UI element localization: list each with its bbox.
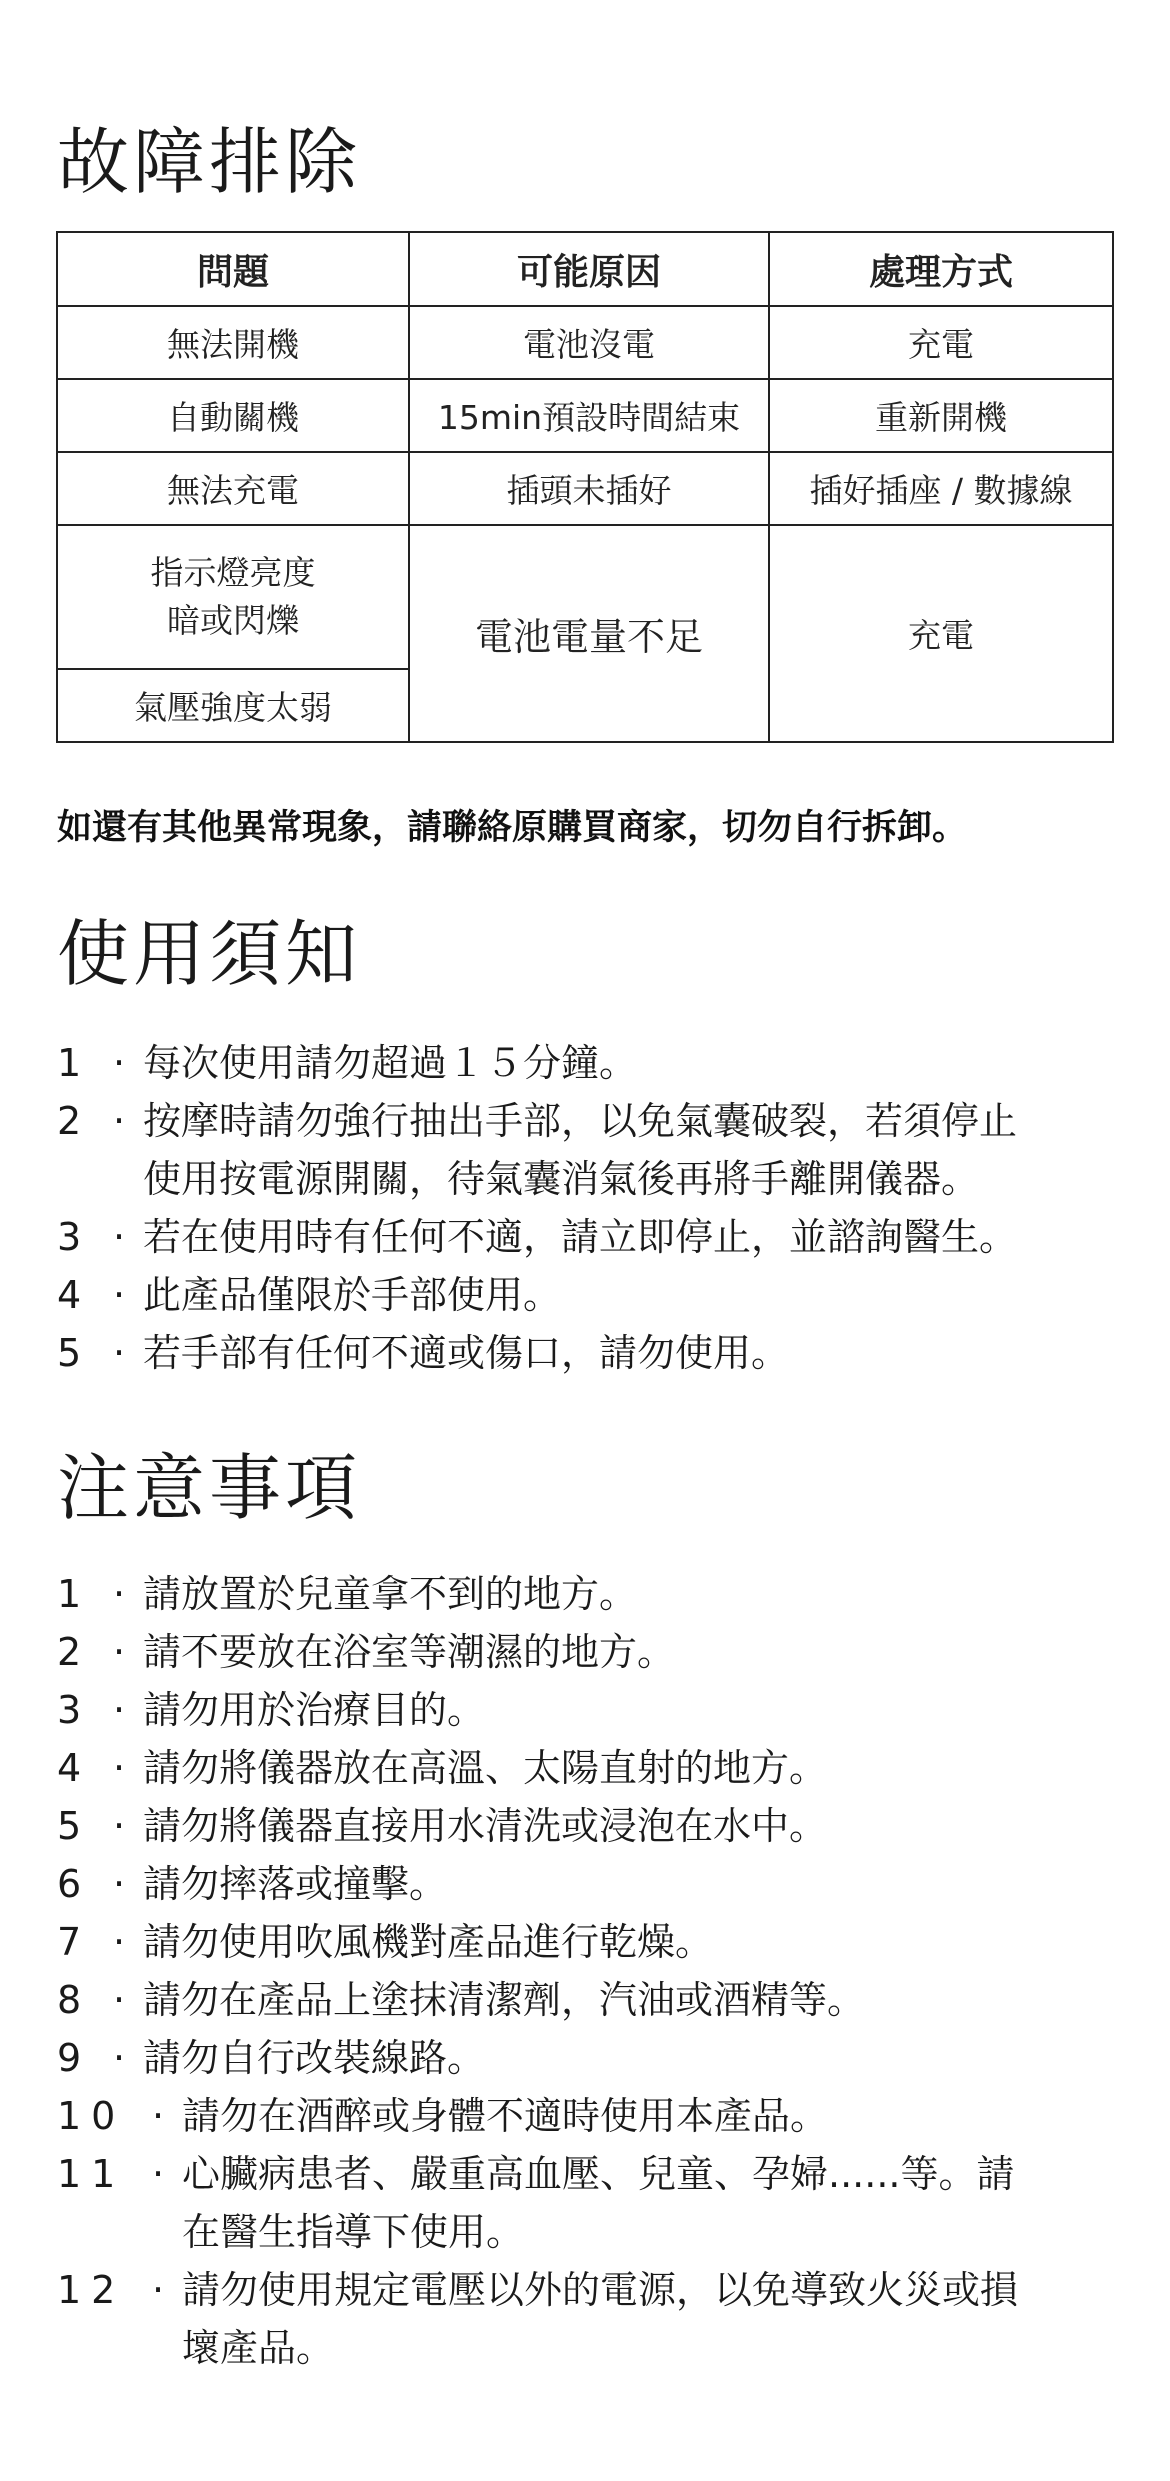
- cell-cause: 插頭未插好: [409, 452, 769, 525]
- cautions-title: 注意事項: [57, 1446, 362, 1530]
- list-item: 5 · 若手部有任何不適或傷口，請勿使用。: [57, 1324, 1017, 1382]
- item-number: 5: [57, 1331, 92, 1375]
- item-number: 8: [57, 1978, 92, 2022]
- cell-solution: 重新開機: [769, 379, 1113, 452]
- cell-problem: [57, 525, 409, 669]
- item-number: 1: [57, 1041, 92, 1085]
- item-text: 若在使用時有任何不適，請立即停止，並諮詢醫生。: [143, 1215, 1018, 1259]
- item-text: 請勿用於治療目的。: [143, 1688, 486, 1732]
- cell-problem: 無法開機: [57, 306, 409, 379]
- item-text: 此產品僅限於手部使用。: [143, 1273, 562, 1317]
- troubleshooting-table: [56, 231, 1114, 743]
- list-item: 11 · 心臟病患者、嚴重高血壓、兒童、孕婦......等。請 在醫生指導下使用。: [57, 2145, 1018, 2261]
- item-text-continued: 壞產品。: [182, 2326, 335, 2370]
- list-item: 3 · 若在使用時有任何不適，請立即停止，並諮詢醫生。: [57, 1208, 1017, 1266]
- table-row: [57, 525, 1113, 669]
- list-item: 7 · 請勿使用吹風機對產品進行乾燥。: [57, 1913, 1018, 1971]
- item-text: 請勿使用吹風機對產品進行乾燥。: [143, 1920, 714, 1964]
- item-text: 請勿使用規定電壓以外的電源，以免導致火災或損: [182, 2268, 1019, 2312]
- list-item: 8 · 請勿在產品上塗抹清潔劑，汽油或酒精等。: [57, 1971, 1018, 2029]
- item-number: 12: [57, 2268, 126, 2312]
- item-text-continued: 使用按電源開關，待氣囊消氣後再將手離開儀器。: [143, 1157, 980, 1201]
- list-item: 9 · 請勿自行改裝線路。: [57, 2029, 1018, 2087]
- item-number: 2: [57, 1630, 92, 1674]
- table-row: [57, 306, 1113, 379]
- item-text: 按摩時請勿強行抽出手部，以免氣囊破裂，若須停止: [143, 1099, 1018, 1143]
- cell-problem: 氣壓強度太弱: [57, 669, 409, 742]
- item-number: 11: [57, 2152, 126, 2196]
- cell-solution: 插好插座 / 數據線: [769, 452, 1113, 525]
- usage-list: [57, 1034, 1017, 1382]
- item-text: 請勿將儀器直接用水清洗或浸泡在水中。: [143, 1804, 828, 1848]
- item-number: 7: [57, 1920, 92, 1964]
- item-number: 6: [57, 1862, 92, 1906]
- item-number: 1: [57, 1572, 92, 1616]
- list-item: 4 · 此產品僅限於手部使用。: [57, 1266, 1017, 1324]
- item-number: 4: [57, 1273, 92, 1317]
- usage-title: 使用須知: [57, 912, 362, 996]
- list-item: 1 · 請放置於兒童拿不到的地方。: [57, 1565, 1018, 1623]
- item-text: 請勿自行改裝線路。: [143, 2036, 486, 2080]
- cell-problem: 自動關機: [57, 379, 409, 452]
- cell-cause: 15min預設時間結束: [409, 379, 769, 452]
- item-text-continued: 在醫生指導下使用。: [182, 2210, 525, 2254]
- list-item: 10 · 請勿在酒醉或身體不適時使用本產品。: [57, 2087, 1018, 2145]
- table-row: [57, 379, 1113, 452]
- item-number: 10: [57, 2094, 126, 2138]
- item-number: 9: [57, 2036, 92, 2080]
- cell-cause-merged: 電池電量不足: [409, 525, 769, 742]
- item-text: 請放置於兒童拿不到的地方。: [143, 1572, 638, 1616]
- troubleshooting-title: 故障排除: [57, 120, 362, 204]
- list-item: 5 · 請勿將儀器直接用水清洗或浸泡在水中。: [57, 1797, 1018, 1855]
- item-number: 3: [57, 1215, 92, 1259]
- header-solution: 處理方式: [769, 232, 1113, 306]
- cell-solution-merged: 充電: [769, 525, 1113, 742]
- list-item: 12 · 請勿使用規定電壓以外的電源，以免導致火災或損 壞產品。: [57, 2261, 1018, 2377]
- list-item: 3 · 請勿用於治療目的。: [57, 1681, 1018, 1739]
- list-item: 4 · 請勿將儀器放在高溫、太陽直射的地方。: [57, 1739, 1018, 1797]
- item-text: 每次使用請勿超過１５分鐘。: [143, 1041, 638, 1085]
- item-text: 請不要放在浴室等潮濕的地方。: [143, 1630, 676, 1674]
- cautions-list: [57, 1565, 1018, 2377]
- item-text: 請勿將儀器放在高溫、太陽直射的地方。: [143, 1746, 828, 1790]
- cell-problem-line1: 指示燈亮度: [150, 553, 316, 593]
- cell-problem-line2: 暗或閃爍: [167, 601, 299, 640]
- item-text: 心臟病患者、嚴重高血壓、兒童、孕婦......等。請: [182, 2152, 1015, 2196]
- header-problem: 問題: [57, 232, 409, 306]
- list-item: 2 · 請不要放在浴室等潮濕的地方。: [57, 1623, 1018, 1681]
- list-item: 2 · 按摩時請勿強行抽出手部，以免氣囊破裂，若須停止 使用按電源開關，待氣囊消氣後再將手離開儀器。: [57, 1092, 1017, 1208]
- table-row: [57, 452, 1113, 525]
- item-text: 請勿摔落或撞擊。: [143, 1862, 448, 1906]
- list-item: 1 · 每次使用請勿超過１５分鐘。: [57, 1034, 1017, 1092]
- item-number: 3: [57, 1688, 92, 1732]
- item-number: 2: [57, 1099, 92, 1143]
- cell-problem: 無法充電: [57, 452, 409, 525]
- item-text: 請勿在酒醉或身體不適時使用本產品。: [182, 2094, 829, 2138]
- item-number: 4: [57, 1746, 92, 1790]
- list-item: 6 · 請勿摔落或撞擊。: [57, 1855, 1018, 1913]
- item-number: 5: [57, 1804, 92, 1848]
- item-text: 若手部有任何不適或傷口，請勿使用。: [143, 1331, 790, 1375]
- item-text: 請勿在產品上塗抹清潔劑，汽油或酒精等。: [143, 1978, 866, 2022]
- cell-cause: 電池沒電: [409, 306, 769, 379]
- cell-solution: 充電: [769, 306, 1113, 379]
- header-cause: 可能原因: [409, 232, 769, 306]
- contact-warning: 如還有其他異常現象，請聯絡原購買商家，切勿自行拆卸。: [57, 808, 968, 848]
- table-header-row: [57, 232, 1113, 306]
